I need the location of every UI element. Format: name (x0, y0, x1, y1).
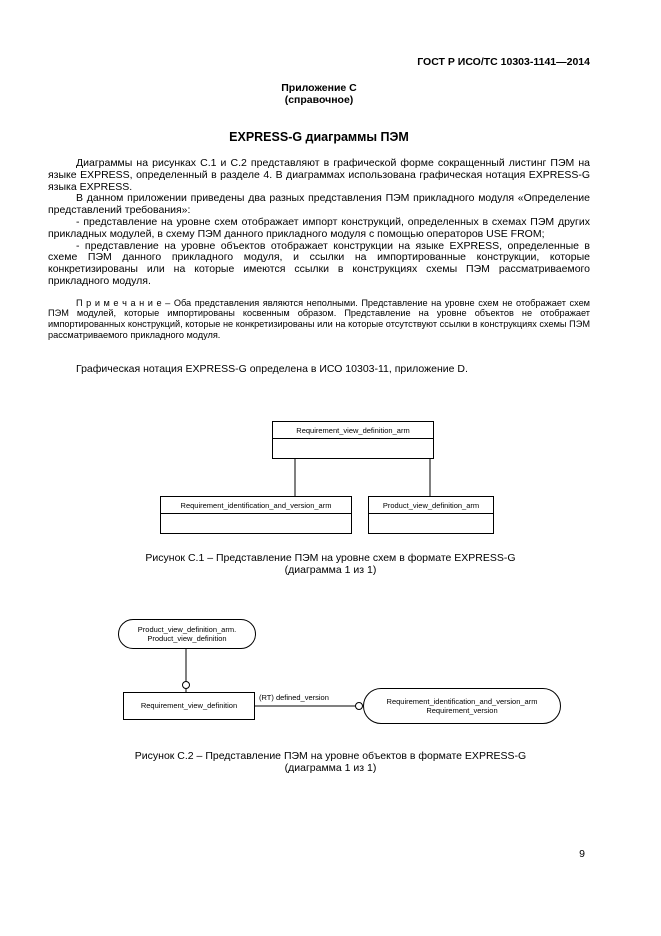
paragraph-3: - представление на уровне схем отображает импорт конструкций, определенных в схемах ПЭМ других прикладных модулей, в схему ПЭМ данного прикладного модуля с помощью операторов USE FROM; (48, 215, 590, 240)
ref-label-line2: Requirement_version (426, 706, 498, 716)
paragraph-1: Диаграммы на рисунках С.1 и С.2 представляют в графической форме сокращенный листинг ПЭМ на языке EXPRESS, определенный в разделе 4. В диаграммах использована графическая нотация EXPRESS-G языка EXPRESS. (48, 157, 590, 193)
figure-c1-caption-line2: (диаграмма 1 из 1) (284, 563, 377, 576)
schema-box-label: Requirement_view_definition_arm (273, 422, 433, 439)
figure-c2-connectors (0, 614, 661, 732)
ref-label-line1: Requirement_identification_and_version_arm (386, 696, 538, 706)
schema-box-label: Requirement_identification_and_version_arm (161, 497, 351, 514)
note-paragraph: П р и м е ч а н и е – Оба представления являются неполными. Представление на уровне схем не отображает схем ПЭМ модулей, которые импортированы косвенным образом. Представление на уровне объектов не отображает импортированных конструкций, которые не конкретизированы или на которые отсутствуют ссылки в конструкциях схемы ПЭМ рассматриваемого прикладного модуля. (48, 297, 590, 340)
schema-box-requirement-view-definition-arm (272, 421, 434, 459)
relation-circle-icon (356, 702, 363, 709)
figure-c1-caption (0, 552, 661, 576)
figure-c1-diagram (0, 416, 661, 538)
figure-c2-caption-line2: (диаграмма 1 из 1) (284, 761, 377, 774)
schema-box-body (369, 514, 493, 533)
paragraph-2: В данном приложении приведены два разных представления ПЭМ прикладного модуля «Определение представлений требования»: (48, 192, 590, 217)
relation-circle-icon (183, 681, 190, 688)
relation-label: (RT) defined_version (259, 692, 329, 702)
ref-label-line2: Product_view_definition (147, 634, 227, 644)
paragraph-5: Графическая нотация EXPRESS-G определена в ИСО 10303-11, приложение D. (76, 363, 468, 376)
interschema-ref-product-view-definition (118, 619, 256, 649)
annex-title: Приложение С (281, 82, 357, 94)
document-header: ГОСТ Р ИСО/ТС 10303-1141—2014 (417, 56, 590, 68)
page-content (0, 0, 661, 376)
schema-box-body (161, 514, 351, 533)
annex-subtitle: (справочное) (284, 93, 354, 106)
schema-box-product-view-definition-arm (368, 496, 494, 534)
schema-box-requirement-identification-and-version-arm (160, 496, 352, 534)
figure-c2-caption (0, 750, 661, 774)
interschema-ref-requirement-version (363, 688, 561, 724)
page-number: 9 (579, 848, 585, 860)
figure-c1-caption-line1: Рисунок С.1 – Представление ПЭМ на уровне схем в формате EXPRESS-G (145, 551, 516, 564)
paragraph-4: - представление на уровне объектов отображает конструкции на языке EXPRESS, определенные в схеме ПЭМ данного прикладного модуля, и ссылки на импортированные конструкции, которые конкретизированы или на которые имеются ссылки в конструкциях схемы ПЭМ рассматриваемого прикладного модуля. (48, 239, 590, 287)
schema-box-body (273, 439, 433, 458)
schema-box-label: Product_view_definition_arm (369, 497, 493, 514)
figure-c2-caption-line1: Рисунок С.2 – Представление ПЭМ на уровне объектов в формате EXPRESS-G (134, 749, 527, 762)
figure-c2-diagram (0, 614, 661, 732)
entity-box-requirement-view-definition: Requirement_view_definition (123, 692, 255, 720)
section-heading: EXPRESS-G диаграммы ПЭМ (229, 130, 409, 144)
ref-label-line1: Product_view_definition_arm. (137, 624, 237, 634)
